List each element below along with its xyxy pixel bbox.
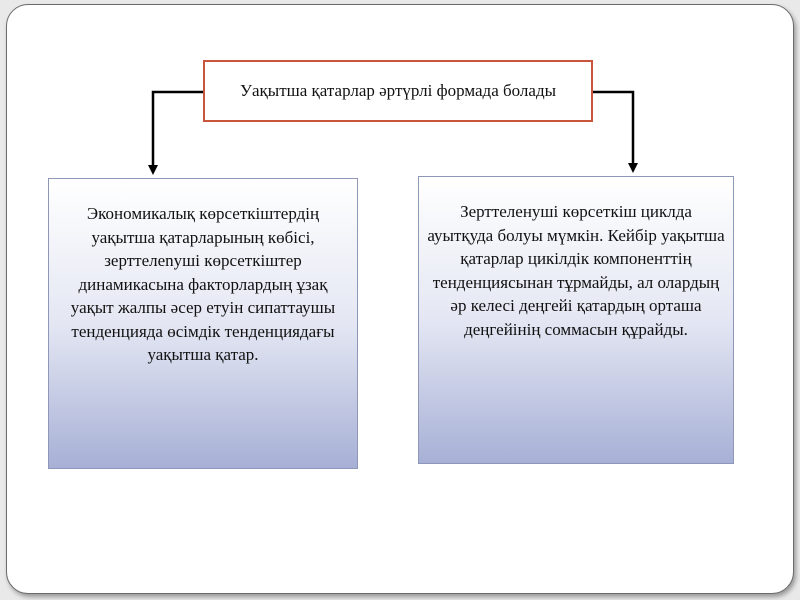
left-info-text: Экономикалық көрсеткіштердің уақытша қатарларының көбісі, зерттелenуші көрсеткіштер динамикасына факторлардың ұзақ уақыт жалпы әсер етуін сипаттаушы тенденцияда өсімдік тенденциядағы уақытша қатар. bbox=[70, 204, 336, 364]
right-connector-arrow bbox=[593, 92, 633, 168]
diagram-title-box bbox=[203, 60, 593, 122]
left-connector-arrow bbox=[153, 92, 203, 170]
left-info-box bbox=[48, 178, 358, 469]
diagram-title: Уақытша қатарлар әртүрлі формада болады bbox=[239, 81, 557, 100]
right-info-box bbox=[418, 176, 734, 464]
right-info-text: Зерттеленуші көрсеткіш циклда ауытқуда болуы мүмкін. Кейбір уақытша қатарлар цикілдік компоненттің тенденциясынан тұрмайды, ал олардың әр келесі деңгейі қатардың орташа деңгейінің соммасын құрайды. bbox=[427, 202, 725, 339]
